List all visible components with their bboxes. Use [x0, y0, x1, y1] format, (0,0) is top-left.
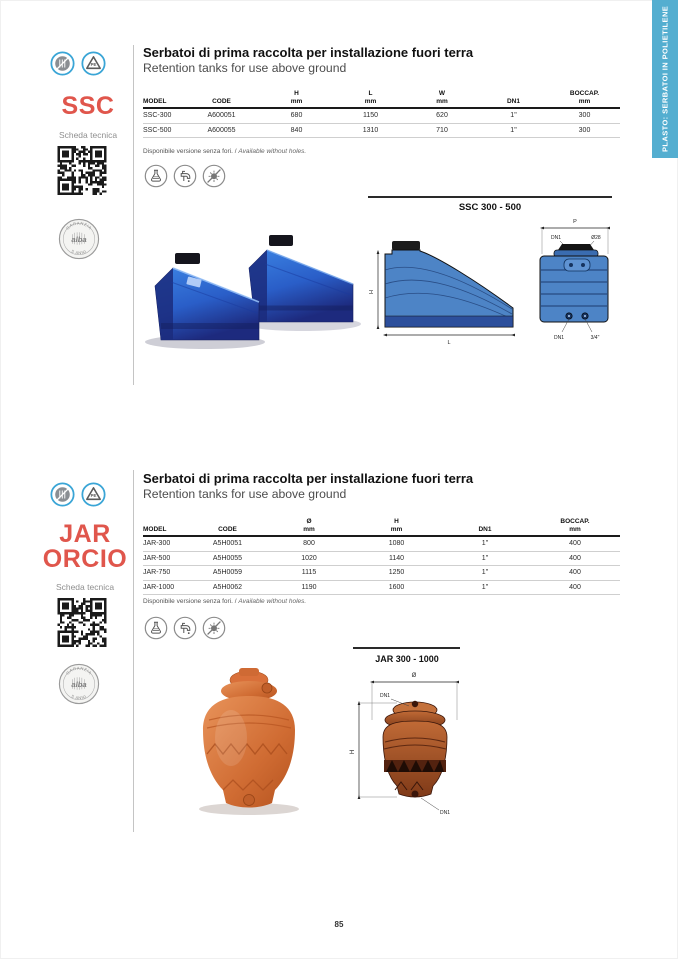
- col-header: H: [394, 518, 399, 525]
- col-header: W: [438, 90, 446, 97]
- dim-d28: Ø28: [591, 235, 601, 241]
- cell-l: 1150: [362, 112, 379, 120]
- table-header-row: MODEL CODE Ø mm H mm DN1 BOCCAP. mm: [143, 512, 620, 537]
- property-icons: [144, 616, 226, 640]
- cell-h: 840: [290, 126, 303, 134]
- cell-code: A600051: [207, 112, 236, 120]
- cell-boccap: 300: [578, 112, 591, 120]
- col-header: MODEL: [143, 525, 167, 533]
- section-title-it: Serbatoi di prima raccolta per installazione fuori terra: [143, 471, 474, 486]
- cell-h: 1080: [388, 540, 405, 548]
- badge-top-text: GARANZIA: [64, 220, 94, 231]
- warranty-badge: [58, 663, 100, 705]
- no-food-contact-icon: [50, 482, 75, 507]
- product-code-label: SSC: [61, 92, 115, 120]
- dim-h: H: [369, 290, 375, 294]
- cell-dn1: 1": [510, 126, 517, 134]
- pe-recycling-icon: [81, 482, 106, 507]
- tank-back: [249, 235, 353, 322]
- chapter-tab-label: PLASTO: SERBATOI IN POLIETILENE: [660, 5, 670, 153]
- cell-dn1: 1": [481, 569, 489, 577]
- dim-l: L: [447, 340, 451, 346]
- cell-dn1: 1": [481, 540, 489, 548]
- drawing-title: SSC 300 - 500: [458, 202, 522, 213]
- table-row: [143, 109, 620, 124]
- cell-boccap: 400: [569, 583, 581, 591]
- chapter-tab: [652, 0, 678, 158]
- cell-h: 1140: [388, 554, 405, 562]
- cell-diameter: 1020: [301, 554, 317, 562]
- cell-dn1: 1": [481, 583, 489, 591]
- tank-front: [155, 253, 259, 340]
- dim-p: P: [573, 219, 577, 225]
- cell-boccap: 400: [569, 569, 581, 577]
- cell-model: JAR-300: [143, 540, 171, 548]
- drawing-title: JAR 300 - 1000: [375, 654, 439, 664]
- cell-code: A5H0055: [212, 554, 243, 562]
- chemical-flask-icon: [144, 164, 168, 188]
- badge-top-text: GARANZIA: [64, 665, 94, 676]
- dim-h: H: [350, 749, 356, 755]
- chemical-flask-icon: [144, 616, 168, 640]
- table-row: [143, 124, 620, 139]
- dim-dn1-bottom: DN1: [439, 810, 451, 816]
- col-header: CODE: [212, 97, 231, 105]
- cell-boccap: 300: [578, 126, 591, 134]
- cell-dn1: 1": [510, 112, 517, 120]
- product-photo-ssc: [143, 218, 365, 353]
- cell-code: A5H0051: [212, 540, 243, 548]
- cell-dn1: 1": [481, 554, 489, 562]
- col-header: MODEL: [143, 97, 167, 105]
- tap-icon: [173, 616, 197, 640]
- page-number: 85: [334, 920, 344, 929]
- cell-w: 710: [436, 126, 448, 134]
- no-sun-icon: [202, 616, 226, 640]
- col-header: DN1: [478, 525, 492, 533]
- datasheet-label: Scheda tecnica: [55, 582, 115, 592]
- cell-model: JAR-1000: [143, 583, 175, 591]
- technical-drawing-ssc: [368, 192, 620, 352]
- cell-code: A5H0062: [212, 583, 243, 591]
- col-header: BOCCAP.: [569, 90, 600, 97]
- section-title-en: Retention tanks for use above ground: [143, 61, 347, 75]
- cell-diameter: 1190: [301, 583, 317, 591]
- col-header: Ø: [306, 518, 312, 525]
- cell-code: A600055: [207, 126, 236, 134]
- section-divider: [133, 45, 134, 385]
- cell-model: JAR-750: [143, 569, 171, 577]
- badge-bottom-text: 5 ANNI: [70, 693, 88, 701]
- no-food-contact-icon: [50, 51, 75, 76]
- jar-outline: [383, 701, 447, 798]
- cell-h: 680: [290, 112, 303, 120]
- pe-recycling-icon: [81, 51, 106, 76]
- table-row: [143, 537, 620, 552]
- no-sun-icon: [202, 164, 226, 188]
- dim-threequarter: 3/4": [590, 335, 600, 341]
- qr-code: [57, 598, 107, 647]
- product-photo-jar: [183, 658, 318, 818]
- cell-l: 1310: [362, 126, 379, 134]
- cell-diameter: 800: [303, 540, 315, 548]
- technical-drawing-jar: [345, 642, 475, 822]
- table-row: [143, 566, 620, 581]
- cell-code: A5H0059: [212, 569, 243, 577]
- col-header: BOCCAP.: [560, 518, 590, 525]
- cell-h: 1600: [388, 583, 405, 591]
- cell-h: 1250: [388, 569, 405, 577]
- badge-bottom-text: 5 ANNI: [70, 248, 88, 256]
- col-header: CODE: [218, 525, 237, 533]
- table-header-row: MODEL CODE H mm L mm W mm DN1 BOCCAP. mm: [143, 84, 620, 109]
- dim-dn1-bottom: DN1: [553, 335, 565, 341]
- property-icons: [144, 164, 226, 188]
- cell-model: SSC-300: [143, 112, 172, 120]
- availability-note: Disponibile versione senza fori. / Available without holes.: [143, 148, 307, 155]
- table-row: [143, 581, 620, 596]
- datasheet-label: Scheda tecnica: [58, 130, 118, 140]
- section-title-en: Retention tanks for use above ground: [143, 487, 347, 501]
- cell-boccap: 400: [569, 554, 581, 562]
- col-header: DN1: [506, 97, 520, 105]
- dim-diameter: Ø: [411, 673, 417, 679]
- availability-note: Disponibile versione senza fori. / Available without holes.: [143, 598, 307, 605]
- dim-dn1-top: DN1: [379, 693, 391, 699]
- col-header: L: [368, 90, 373, 97]
- dim-dn1-top: DN1: [550, 235, 562, 241]
- badge-logo-text: alba: [71, 234, 87, 244]
- cell-model: JAR-500: [143, 554, 171, 562]
- product-code-label: JAR: [59, 520, 111, 548]
- front-view: [540, 219, 608, 341]
- warranty-badge: [58, 218, 100, 260]
- spec-table: [143, 512, 620, 595]
- section-divider: [133, 470, 134, 832]
- table-row: [143, 552, 620, 567]
- col-header: H: [294, 90, 299, 97]
- cell-boccap: 400: [569, 540, 581, 548]
- tap-icon: [173, 164, 197, 188]
- section-title-it: Serbatoi di prima raccolta per installazione fuori terra: [143, 45, 474, 60]
- badge-logo-text: alba: [71, 679, 87, 689]
- side-view: [369, 241, 513, 346]
- cell-diameter: 1115: [301, 569, 317, 577]
- cell-w: 620: [436, 112, 448, 120]
- product-code-label2: ORCIO: [42, 545, 128, 573]
- cell-model: SSC-500: [143, 126, 172, 134]
- qr-code: [57, 146, 107, 195]
- spec-table: [143, 84, 620, 138]
